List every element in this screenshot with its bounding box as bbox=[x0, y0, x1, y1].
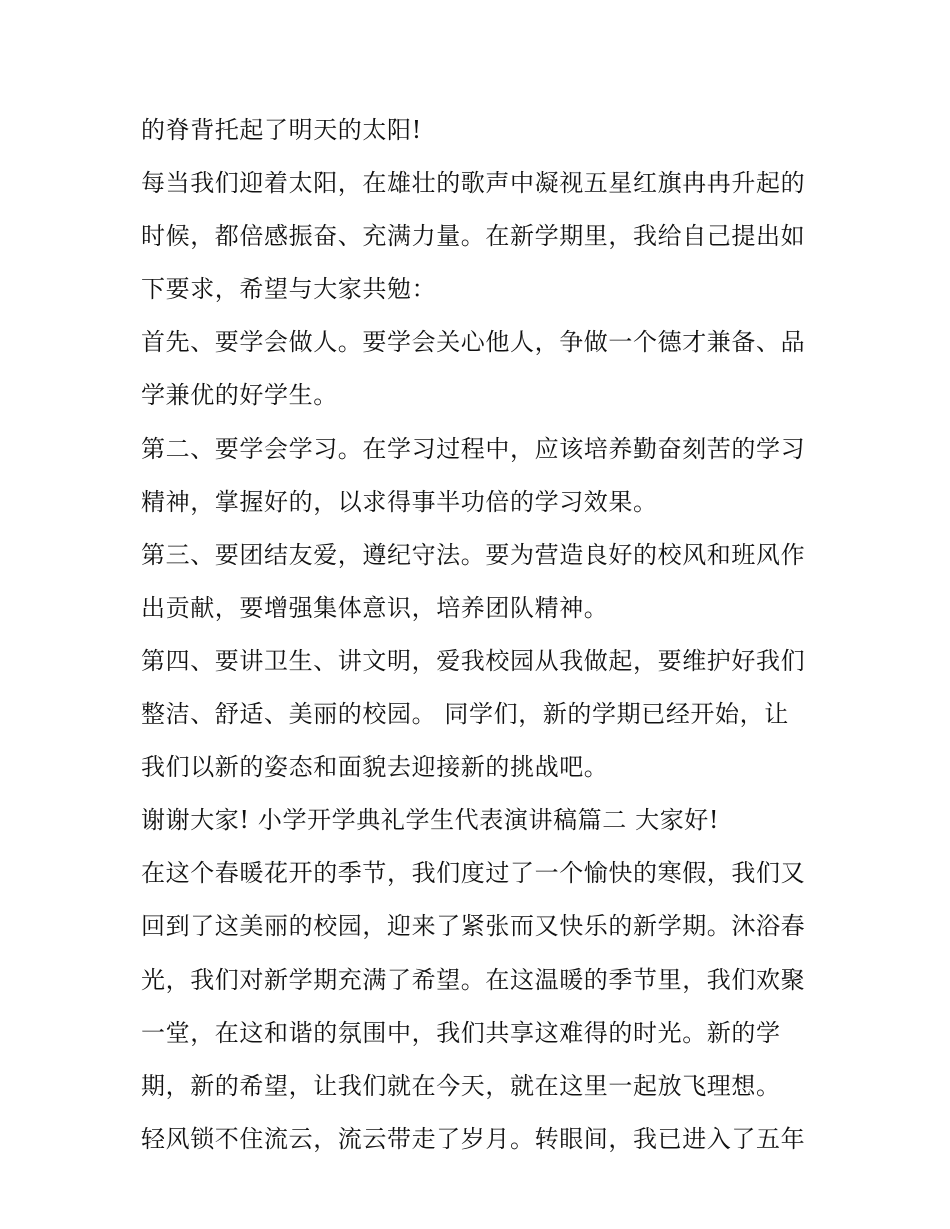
text-line: 在这个春暖花开的季节，我们度过了一个愉快的寒假，我们又 bbox=[141, 859, 806, 888]
document-body bbox=[141, 108, 821, 1162]
text-line: 每当我们迎着太阳，在雄壮的歌声中凝视五星红旗冉冉升起的 bbox=[141, 169, 806, 198]
text-line: 一堂，在这和谐的氛围中，我们共享这难得的时光。新的学 bbox=[141, 1018, 781, 1047]
text-line: 轻风锁不住流云，流云带走了岁月。转眼间，我已进入了五年 bbox=[141, 1124, 806, 1153]
text-line: 第四、要讲卫生、讲文明，爱我校园从我做起，要维护好我们 bbox=[141, 646, 806, 675]
text-line: 的脊背托起了明天的太阳! bbox=[141, 116, 422, 144]
text-line: 整洁、舒适、美丽的校园。 同学们，新的学期已经开始，让 bbox=[141, 700, 789, 729]
text-line: 我们以新的姿态和面貌去迎接新的挑战吧。 bbox=[141, 753, 609, 782]
text-line: 期，新的希望，让我们就在今天，就在这里一起放飞理想。 bbox=[141, 1071, 781, 1100]
text-line: 回到了这美丽的校园，迎来了紧张而又快乐的新学期。沐浴春 bbox=[141, 912, 806, 941]
text-line: 光，我们对新学期充满了希望。在这温暖的季节里，我们欢聚 bbox=[141, 965, 806, 994]
text-line: 精神，掌握好的，以求得事半功倍的学习效果。 bbox=[141, 487, 658, 516]
text-line: 第二、要学会学习。在学习过程中，应该培养勤奋刻苦的学习 bbox=[141, 434, 806, 463]
text-line: 下要求，希望与大家共勉： bbox=[141, 275, 437, 304]
text-line: 第三、要团结友爱，遵纪守法。要为营造良好的校风和班风作 bbox=[141, 540, 806, 569]
text-line: 谢谢大家! 小学开学典礼学生代表演讲稿篇二 大家好! bbox=[141, 806, 720, 835]
text-line: 学兼优的好学生。 bbox=[141, 381, 338, 410]
text-line: 首先、要学会做人。要学会关心他人，争做一个德才兼备、品 bbox=[141, 328, 806, 357]
text-line: 出贡献，要增强集体意识，培养团队精神。 bbox=[141, 593, 609, 622]
text-line: 时候，都倍感振奋、充满力量。在新学期里，我给自己提出如 bbox=[141, 222, 806, 251]
